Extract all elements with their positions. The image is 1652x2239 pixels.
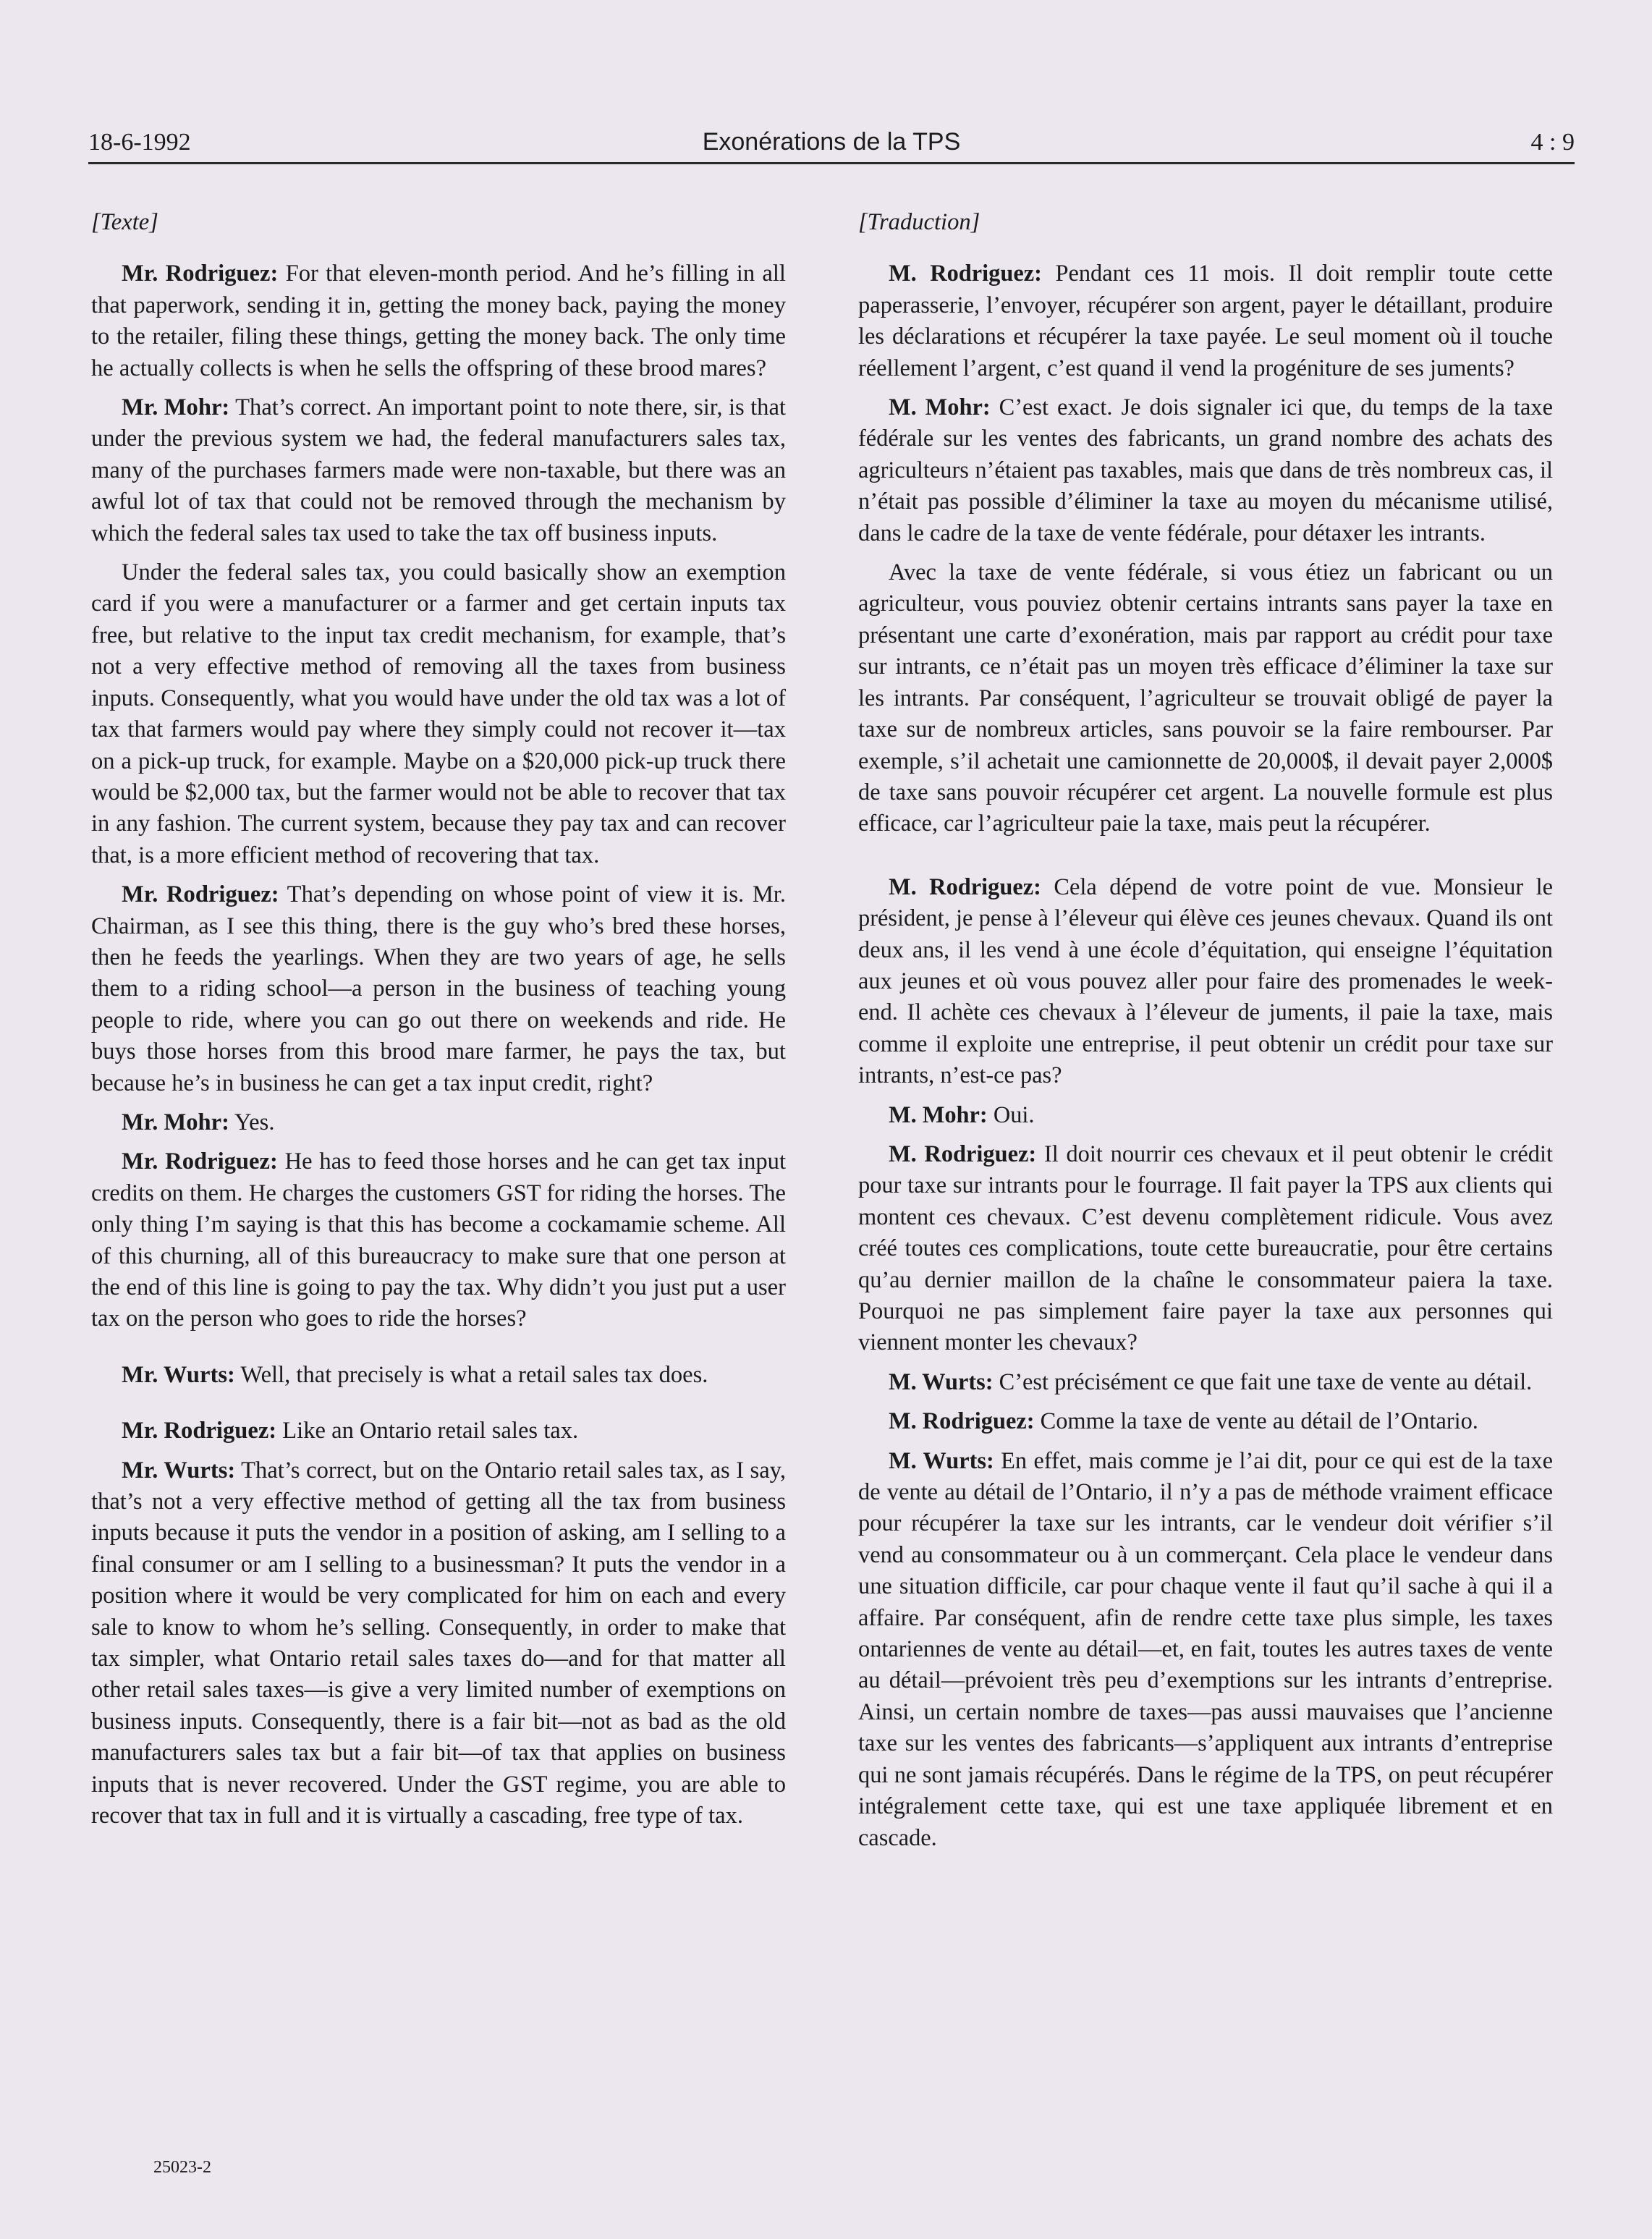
paragraph-text: En effet, mais comme je l’ai dit, pour ce qui est de la taxe de vente au détail de l’Ontario, il n’y a pas de méthode vraiment efficace pour récupérer la taxe sur les intrants, car le vendeur doit vérifier s’il vend au consommateur ou à un commerçant. Cela place le vendeur dans une situation difficile, car pour chaque vente il faut qu’il sache à qui il a affaire. Par conséquent, afin de rendre cette taxe plus simple, les taxes ontariennes de vente au détail—et, en fait, toutes les autres taxes de vente au détail—prévoient très peu d’exemptions sur les intrants d’entreprise. Ainsi, un certain nombre de taxes—pas aussi mauvaises que l’ancienne taxe sur les ventes des fabricants—s’appliquent aux intrants d’entreprise qui ne sont jamais récupérés. Dans le régime de la TPS, on peut récupérer intégralement cette taxe, qui est une taxe appliquée librement et en cascade. bbox=[858, 1447, 1553, 1851]
paragraph-text: Oui. bbox=[987, 1101, 1035, 1128]
paragraph bbox=[858, 392, 1553, 549]
speaker-name: Mr. Wurts: bbox=[122, 1457, 236, 1484]
paragraph-text: Well, that precisely is what a retail sales tax does. bbox=[234, 1361, 708, 1388]
header-title: Exonérations de la TPS bbox=[702, 128, 961, 156]
paragraph bbox=[91, 879, 786, 1099]
paragraph-text: That’s correct. An important point to note there, sir, is that under the previous system we had, the federal manufacturers sales tax, many of the purchases farmers made were non-taxable, but there was an awful lot of tax that could not be removed through the mechanism by which the federal sales tax used to take the tax off business inputs. bbox=[91, 394, 786, 546]
paragraph bbox=[91, 1455, 786, 1832]
paragraph-text: He has to feed those horses and he can get tax input credits on them. He charges the customers GST for riding the horses. The only thing I’m saying is that this has become a cockamamie scheme. All of this churning, all of this bureaucracy to make sure that one person at the end of this line is going to pay the tax. Why didn’t you just put a user tax on the person who goes to ride the horses? bbox=[91, 1148, 786, 1332]
speaker-name: M. Mohr: bbox=[889, 394, 991, 421]
paragraph bbox=[91, 1146, 786, 1334]
speaker-name: Mr. Rodriguez: bbox=[122, 1148, 278, 1175]
speaker-name: Mr. Mohr: bbox=[122, 394, 230, 421]
speaker-name: Mr. Wurts: bbox=[122, 1361, 235, 1388]
paragraph-text: Comme la taxe de vente au détail de l’Ontario. bbox=[1034, 1408, 1478, 1435]
paragraph bbox=[858, 1406, 1553, 1437]
section-tag-text: [Texte] bbox=[91, 209, 158, 235]
speaker-name: Mr. Mohr: bbox=[122, 1109, 229, 1135]
speaker-name: Mr. Rodriguez: bbox=[122, 261, 279, 287]
paragraph bbox=[858, 1367, 1553, 1398]
paragraph bbox=[858, 1139, 1553, 1359]
speaker-name: M. Rodriguez: bbox=[889, 261, 1042, 287]
paragraph-text: C’est exact. Je dois signaler ici que, du temps de la taxe fédérale sur les ventes des fabricants, un grand nombre des achats des agriculteurs n’étaient pas taxables, mais que dans de très nombreux cas, il n’était pas possible d’éliminer la taxe au moyen du mécanisme utilisé, dans le cadre de la taxe de vente fédérale, pour détaxer les intrants. bbox=[858, 394, 1554, 546]
paragraph-text: Like an Ontario retail sales tax. bbox=[276, 1418, 579, 1444]
section-tag-text: [Traduction] bbox=[858, 209, 980, 235]
footer-code: 25023-2 bbox=[153, 2158, 211, 2177]
paragraph bbox=[858, 258, 1553, 384]
paragraph bbox=[91, 1415, 786, 1447]
speaker-name: Mr. Rodriguez: bbox=[122, 1418, 277, 1444]
paragraph-text: Avec la taxe de vente fédérale, si vous étiez un fabricant ou un agriculteur, vous pouviez obtenir certains intrants sans payer la taxe en présentant une carte d’exonération, mais par rapport au crédit pour taxe sur intrants, ce n’était pas un moyen très efficace d’éliminer la taxe sur les intrants. Par conséquent, l’agriculteur se trouvait obligé de payer la taxe sur de nombreux articles, sans pouvoir se la faire rembourser. Par exemple, s’il achetait une camionnette de 20,000$, il devait payer 2,000$ de taxe sans pouvoir récupérer cet argent. La nouvelle formule est plus efficace, car l’agriculteur paie la taxe, mais peut la récupérer. bbox=[858, 559, 1553, 837]
speaker-name: M. Wurts: bbox=[889, 1447, 994, 1474]
paragraph-text: For that eleven-month period. And he’s filling in all that paperwork, sending it in, getting the money back, paying the money to the retailer, filing these things, getting the money back. The only time he actually collects is when he sells the offspring of these brood mares? bbox=[91, 261, 786, 381]
french-column bbox=[858, 207, 1553, 1862]
paragraph bbox=[91, 1360, 786, 1391]
paragraph-text: Cela dépend de votre point de vue. Monsieur le président, je pense à l’éleveur qui élève ces jeunes chevaux. Quand ils ont deux ans, il les vend à une école d’équitation, qui enseigne l’équitation aux jeunes et où vous pouvez aller pour faire des promenades le week-end. Il achète ces chevaux à l’éleveur de juments, il paie la taxe, mais comme il exploite une entreprise, il peut obtenir un crédit pour taxe sur intrants, n’est-ce pas? bbox=[858, 873, 1553, 1089]
paragraph-text: That’s correct, but on the Ontario retail sales tax, as I say, that’s not a very effective method of getting all the tax from business inputs because it puts the vendor in a position of asking, am I selling to a final consumer or am I selling to a businessman? It puts the vendor in a position where it would be very complicated for him on each and every sale to know to whom he’s selling. Consequently, in order to make that tax simpler, what Ontario retail sales taxes do—and for that matter all other retail sales taxes—is give a very limited number of exemptions on business inputs. Consequently, there is a fair bit—not as bad as the old manufacturers sales tax but a fair bit—of tax that applies on business inputs that is never recovered. Under the GST regime, you are able to recover that tax in full and it is virtually a cascading, free type of tax. bbox=[91, 1457, 786, 1829]
page-header bbox=[88, 123, 1575, 164]
paragraph bbox=[858, 1100, 1553, 1131]
header-date: 18-6-1992 bbox=[88, 129, 191, 156]
speaker-name: Mr. Rodriguez: bbox=[122, 881, 279, 908]
paragraph-text: Under the federal sales tax, you could basically show an exemption card if you were a manufacturer or a farmer and get certain inputs tax free, but relative to the input tax credit mechanism, for example, that’s not a very effective method of removing all the taxes from business inputs. Consequently, what you would have under the old tax was a lot of tax that farmers would pay where they simply could not recover it—tax on a pick-up truck, for example. Maybe on a $20,000 pick-up truck there would be $2,000 tax, but the farmer would not be able to recover that tax in any fashion. The current system, because they pay tax and can recover that, is a more efficient method of recovering that tax. bbox=[91, 559, 786, 868]
paragraph bbox=[91, 258, 786, 384]
speaker-name: M. Rodriguez: bbox=[889, 1140, 1037, 1167]
paragraph-text: C’est précisément ce que fait une taxe de vente au détail. bbox=[993, 1368, 1533, 1395]
paragraph-text: Pendant ces 11 mois. Il doit remplir toute cette paperasserie, l’envoyer, récupérer son argent, payer le détaillant, produire les déclarations et récupérer la taxe payée. Le seul moment où il touche réellement l’argent, c’est quand il vend la progéniture de ses juments? bbox=[858, 261, 1553, 381]
english-column bbox=[91, 207, 786, 1840]
paragraph bbox=[91, 557, 786, 871]
speaker-name: M. Wurts: bbox=[889, 1368, 994, 1395]
paragraph-text: That’s depending on whose point of view it is. Mr. Chairman, as I see this thing, there is the guy who’s bred these horses, then he feeds the yearlings. When they are two years of age, he sells them to a riding school—a person in the business of teaching young people to ride, where you can go out there on weekends and ride. He buys those horses from this brood mare farmer, he pays the tax, but because he’s in business he can get a tax input credit, right? bbox=[91, 881, 786, 1096]
speaker-name: M. Rodriguez: bbox=[889, 873, 1041, 900]
paragraph bbox=[91, 392, 786, 549]
speaker-name: M. Rodriguez: bbox=[889, 1408, 1035, 1435]
header-page-number: 4 : 9 bbox=[1530, 129, 1575, 156]
paragraph bbox=[91, 1107, 786, 1138]
paragraph-text: Yes. bbox=[229, 1109, 275, 1135]
paragraph bbox=[858, 872, 1553, 1092]
paragraph bbox=[858, 1446, 1553, 1854]
paragraph bbox=[858, 557, 1553, 840]
paragraph-text: Il doit nourrir ces chevaux et il peut obtenir le crédit pour taxe sur intrants pour le fourrage. Il fait payer la TPS aux clients qui montent ces chevaux. C’est devenu complètement ridicule. Vous avez créé toutes ces complications, toute cette bureaucratie, pour être certains qu’au dernier maillon de la chaîne le consommateur paiera la taxe. Pourquoi ne pas simplement faire payer la taxe aux personnes qui viennent monter les chevaux? bbox=[858, 1140, 1553, 1356]
speaker-name: M. Mohr: bbox=[889, 1101, 988, 1128]
